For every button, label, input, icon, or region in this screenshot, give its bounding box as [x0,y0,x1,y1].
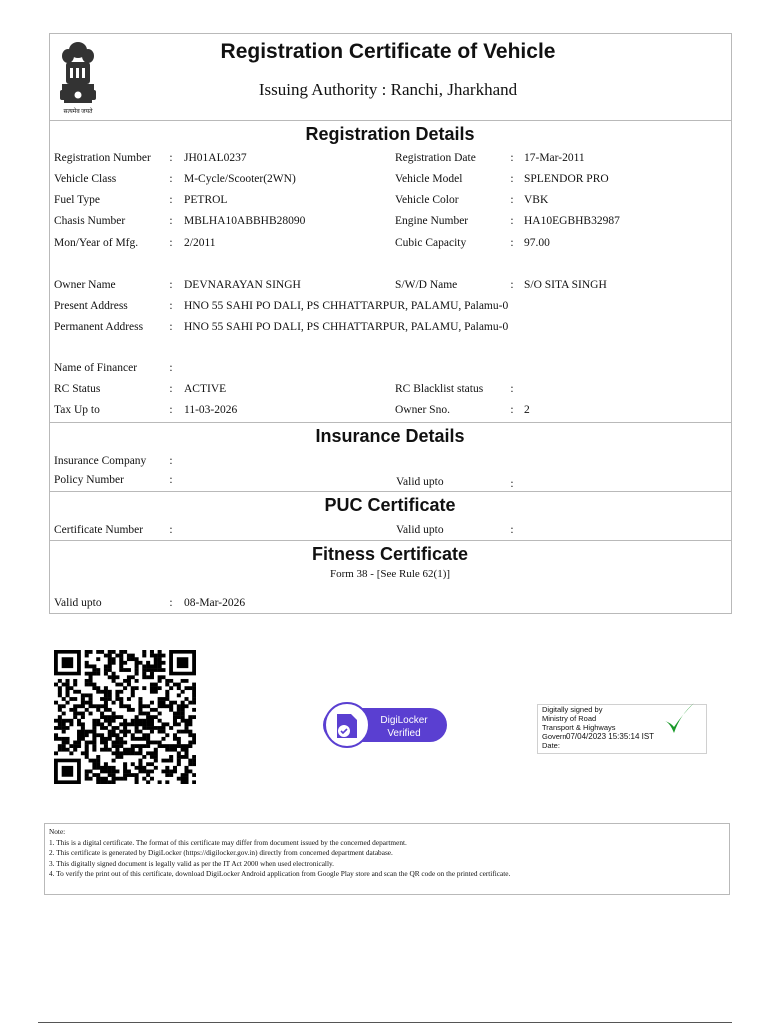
puc-valid-label: Valid upto [396,524,444,536]
colon: : [169,455,173,467]
note-line: 1. This is a digital certificate. The format of this certificate may differ from document issued by the concerned department. [49,837,407,847]
qr-code-icon[interactable] [54,650,196,784]
reg-right-2-value: VBK [524,194,549,206]
reg-right-0-value: 17-Mar-2011 [524,152,585,164]
insurance-valid-label: Valid upto [396,476,444,488]
reg-left-3-value: MBLHA10ABBHB28090 [184,215,306,227]
policy-number-label: Policy Number [54,474,124,486]
signature-timestamp: 07/04/2023 15:35:14 IST [566,732,655,741]
colon: : [510,404,514,416]
fitness-section-title: Fitness Certificate [311,544,469,564]
reg-right-2-label: Vehicle Color [395,194,459,206]
page-bottom-rule [38,1022,732,1023]
insurance-section-title: Insurance Details [315,426,465,446]
note-line: 3. This digitally signed document is legally valid as per the IT Act 2000 when used electronically. [49,858,334,868]
divider [49,491,731,492]
colon: : [169,194,173,206]
reg-left-4-value: 2/2011 [184,237,216,249]
colon: : [169,237,173,249]
divider [49,120,731,121]
colon: : [510,524,514,536]
colon: : [510,173,514,185]
colon: : [510,279,514,291]
reg-left-0-value: JH01AL0237 [184,152,247,164]
reg-left-3-label: Chasis Number [54,215,126,227]
colon: : [510,478,514,490]
colon: : [510,194,514,206]
page-title: Registration Certificate of Vehicle [220,40,556,63]
note-line: Note: [49,827,66,836]
permanent-address-value: HNO 55 SAHI PO DALI, PS CHHATTARPUR, PALAMU, Palamu-0 [184,321,509,333]
permanent-address-label: Permanent Address [54,321,144,333]
owner-name-label: Owner Name [54,279,116,291]
reg-left-1-label: Vehicle Class [54,173,117,185]
rc-status-label: RC Status [54,383,101,395]
signature-line: Govern [542,732,567,741]
puc-certificate-number-label: Certificate Number [54,524,144,536]
badge-line2: Verified [387,728,421,739]
colon: : [169,474,173,486]
signature-line: Ministry of Road [542,714,597,723]
colon: : [169,300,173,312]
swd-name-label: S/W/D Name [395,279,458,291]
fitness-valid-label: Valid upto [54,597,102,609]
reg-left-2-label: Fuel Type [54,194,100,206]
reg-right-0-label: Registration Date [395,152,476,164]
colon: : [169,173,173,185]
signature-line: Digitally signed by [542,705,603,714]
digilocker-verified-badge [322,700,448,750]
issuing-authority: Issuing Authority : Ranchi, Jharkhand [258,80,518,99]
reg-right-3-value: HA10EGBHB32987 [524,215,620,227]
colon: : [169,279,173,291]
owner-name-value: DEVNARAYAN SINGH [184,279,301,291]
reg-left-4-label: Mon/Year of Mfg. [54,237,139,249]
reg-left-1-value: M-Cycle/Scooter(2WN) [184,173,296,185]
divider [49,422,731,423]
reg-right-1-label: Vehicle Model [395,173,463,185]
note-line: 4. To verify the print out of this certificate, download DigiLocker Android application from Google Play store and scan the QR code on the printed certificate. [49,869,511,879]
colon: : [510,237,514,249]
swd-name-value: S/O SITA SINGH [524,279,607,291]
colon: : [169,597,173,609]
colon: : [169,321,173,333]
colon: : [169,215,173,227]
colon: : [169,152,173,164]
note-line: 2. This certificate is generated by DigiLocker (https://digilocker.gov.in) directly from concerned department database. [49,848,393,858]
colon: : [510,383,514,395]
present-address-value: HNO 55 SAHI PO DALI, PS CHHATTARPUR, PALAMU, Palamu-0 [184,300,509,312]
colon: : [169,524,173,536]
present-address-label: Present Address [54,300,128,312]
notes-box [44,823,730,895]
digital-signature-block [537,704,707,754]
reg-left-2-value: PETROL [184,194,228,206]
signature-line: Date: [542,741,560,750]
colon: : [510,152,514,164]
national-emblem-icon [54,40,102,114]
colon: : [169,404,173,416]
rc-blacklist-label: RC Blacklist status [395,383,484,395]
colon: : [169,362,173,374]
emblem-motto: सत्यमेव जयते [63,109,93,115]
tax-upto-label: Tax Up to [54,404,100,416]
badge-line1: DigiLocker [380,715,428,726]
reg-right-4-value: 97.00 [524,237,550,249]
fitness-valid-value: 08-Mar-2026 [184,597,246,609]
tax-upto-value: 11-03-2026 [184,404,238,416]
insurance-company-label: Insurance Company [54,455,147,467]
fitness-form-reference: Form 38 - [See Rule 62(1)] [329,568,451,580]
owner-sno-label: Owner Sno. [395,404,450,416]
divider [49,540,731,541]
owner-sno-value: 2 [524,404,530,416]
colon: : [510,215,514,227]
colon: : [169,383,173,395]
registration-section-title: Registration Details [305,124,475,144]
financer-label: Name of Financer [54,362,138,374]
check-mark-icon [662,701,696,739]
reg-right-4-label: Cubic Capacity [395,237,467,249]
rc-status-value: ACTIVE [184,383,227,395]
reg-left-0-label: Registration Number [54,152,151,164]
reg-right-1-value: SPLENDOR PRO [524,173,609,185]
signature-line: Transport & Highways [542,723,616,732]
puc-section-title: PUC Certificate [324,495,456,515]
reg-right-3-label: Engine Number [395,215,469,227]
